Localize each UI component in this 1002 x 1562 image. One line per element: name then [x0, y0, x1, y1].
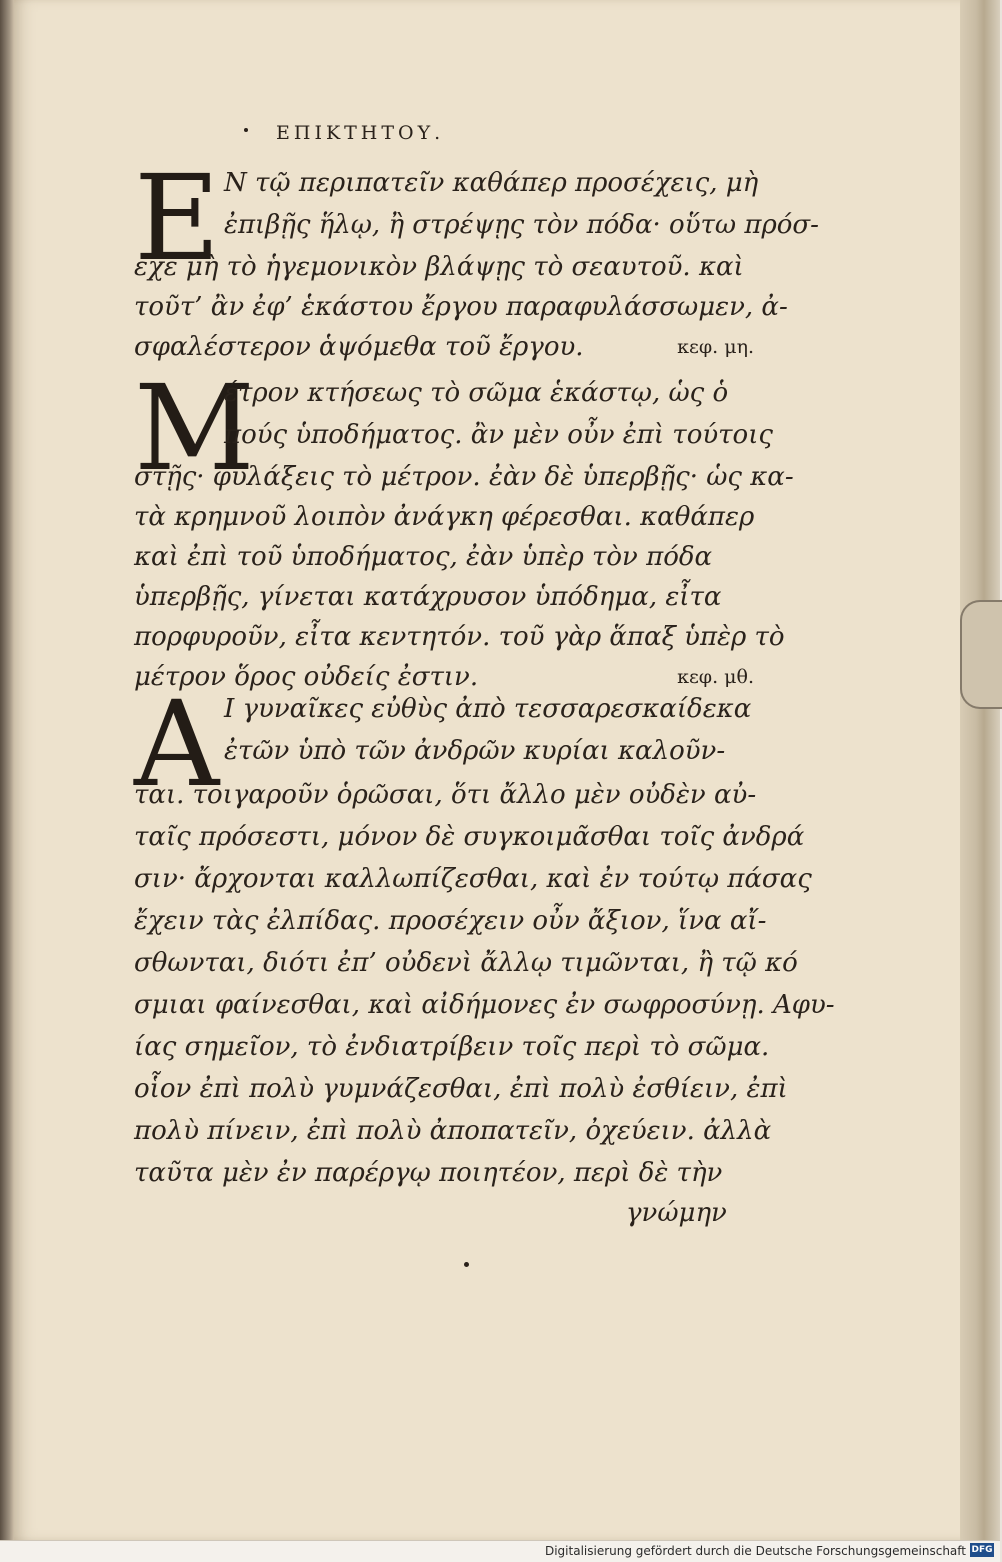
text-line: στῇς· φυλάξεις τὸ μέτρον. ἐὰν δὲ ὑπερβῇς· ὡς κα-	[134, 462, 794, 492]
text-line: τοῦτ’ ἂν ἐφ’ ἑκάστου ἔργου παραφυλάσσωμεν, ἀ-	[134, 292, 788, 322]
chapter-label: κεφ. μη.	[677, 336, 754, 358]
chapter-block-1	[134, 149, 819, 368]
text-line: Ι γυναῖκες εὐθὺς ἀπὸ τεσσαρεσκαίδεκα	[224, 694, 752, 724]
drop-cap: E	[134, 149, 221, 287]
bookmark-tab	[960, 600, 1002, 709]
text-line: εχε μὴ τὸ ἡγεμονικὸν βλάψῃς τὸ σεαυτοῦ. καὶ	[134, 252, 744, 282]
text-line: ἔχειν τὰς ἐλπίδας. προσέχειν οὖν ἄξιον, ἵνα αἴ-	[134, 906, 767, 936]
book-page	[14, 0, 980, 1540]
text-line: έτρον κτήσεως τὸ σῶμα ἑκάστῳ, ὡς ὁ	[224, 378, 729, 408]
ink-speck	[244, 128, 248, 132]
text-line: ἐτῶν ὑπὸ τῶν ἀνδρῶν κυρίαι καλοῦν-	[224, 736, 726, 766]
text-line: N τῷ περιπατεῖν καθάπερ προσέχεις, μὴ	[224, 168, 759, 198]
text-line: ἐπιβῇς ἥλῳ, ἢ στρέψῃς τὸν πόδα· οὕτω πρόσ-	[224, 210, 819, 240]
drop-cap: A	[134, 675, 220, 813]
text-line: ταῖς πρόσεστι, μόνον δὲ συγκοιμᾶσθαι τοῖς ἀνδρά	[134, 822, 805, 852]
text-line: πολὺ πίνειν, ἐπὶ πολὺ ἀποπατεῖν, ὀχεύειν. ἀλλὰ	[134, 1116, 772, 1146]
text-line: ται. τοιγαροῦν ὁρῶσαι, ὅτι ἄλλο μὲν οὐδὲν αὐ-	[134, 780, 757, 810]
text-line: ίας σημεῖον, τὸ ἐνδιατρίβειν τοῖς περὶ τὸ σῶμα.	[134, 1032, 770, 1062]
text-line: πορφυροῦν, εἶτα κεντητόν. τοῦ γὰρ ἅπαξ ὑπὲρ τὸ	[134, 622, 785, 652]
text-line: μέτρον ὅρος οὐδείς ἐστιν.	[134, 662, 479, 692]
text-line: καὶ ἐπὶ τοῦ ὑποδήματος, ἐὰν ὑπὲρ τὸν πόδα	[134, 542, 713, 572]
text-line: σιν· ἄρχονται καλλωπίζεσθαι, καὶ ἐν τούτῳ πάσας	[134, 864, 812, 894]
dfg-logo-icon: DFG	[971, 1545, 993, 1555]
digitization-credit: Digitalisierung gefördert durch die Deutsche Forschungsgemeinschaft	[544, 1544, 966, 1558]
running-head: ΕΠΙΚΤΗΤΟΥ.	[276, 122, 445, 144]
text-line: οἷον ἐπὶ πολὺ γυμνάζεσθαι, ἐπὶ πολὺ ἐσθίειν, ἐπὶ	[134, 1074, 788, 1104]
catchword: γνώμην	[626, 1198, 727, 1228]
book-binding-edge	[0, 0, 14, 1540]
text-line: πούς ὑποδήματος. ἂν μὲν οὖν ἐπὶ τούτοις	[224, 420, 773, 450]
text-line: ταῦτα μὲν ἐν παρέργῳ ποιητέον, περὶ δὲ τὴν	[134, 1158, 723, 1188]
page-stack-edge	[960, 0, 1000, 1540]
chapter-block-2	[134, 359, 794, 698]
chapter-label: κεφ. μθ.	[677, 666, 754, 688]
text-line: ὑπερβῇς, γίνεται κατάχρυσον ὑπόδημα, εἶτα	[134, 582, 722, 612]
text-line: σφαλέστερον ἁψόμεθα τοῦ ἔργου.	[134, 332, 584, 362]
text-line: σθωνται, διότι ἐπ’ οὐδενὶ ἄλλῳ τιμῶνται, ἢ τῷ κό	[134, 948, 798, 978]
drop-cap: M	[134, 359, 255, 497]
text-line: τὰ κρημνοῦ λοιπὸν ἀνάγκη φέρεσθαι. καθάπερ	[134, 502, 755, 532]
ink-speck	[464, 1262, 469, 1267]
text-line: σμιαι φαίνεσθαι, καὶ αἰδήμονες ἐν σωφροσύνῃ. Αφυ-	[134, 990, 835, 1020]
